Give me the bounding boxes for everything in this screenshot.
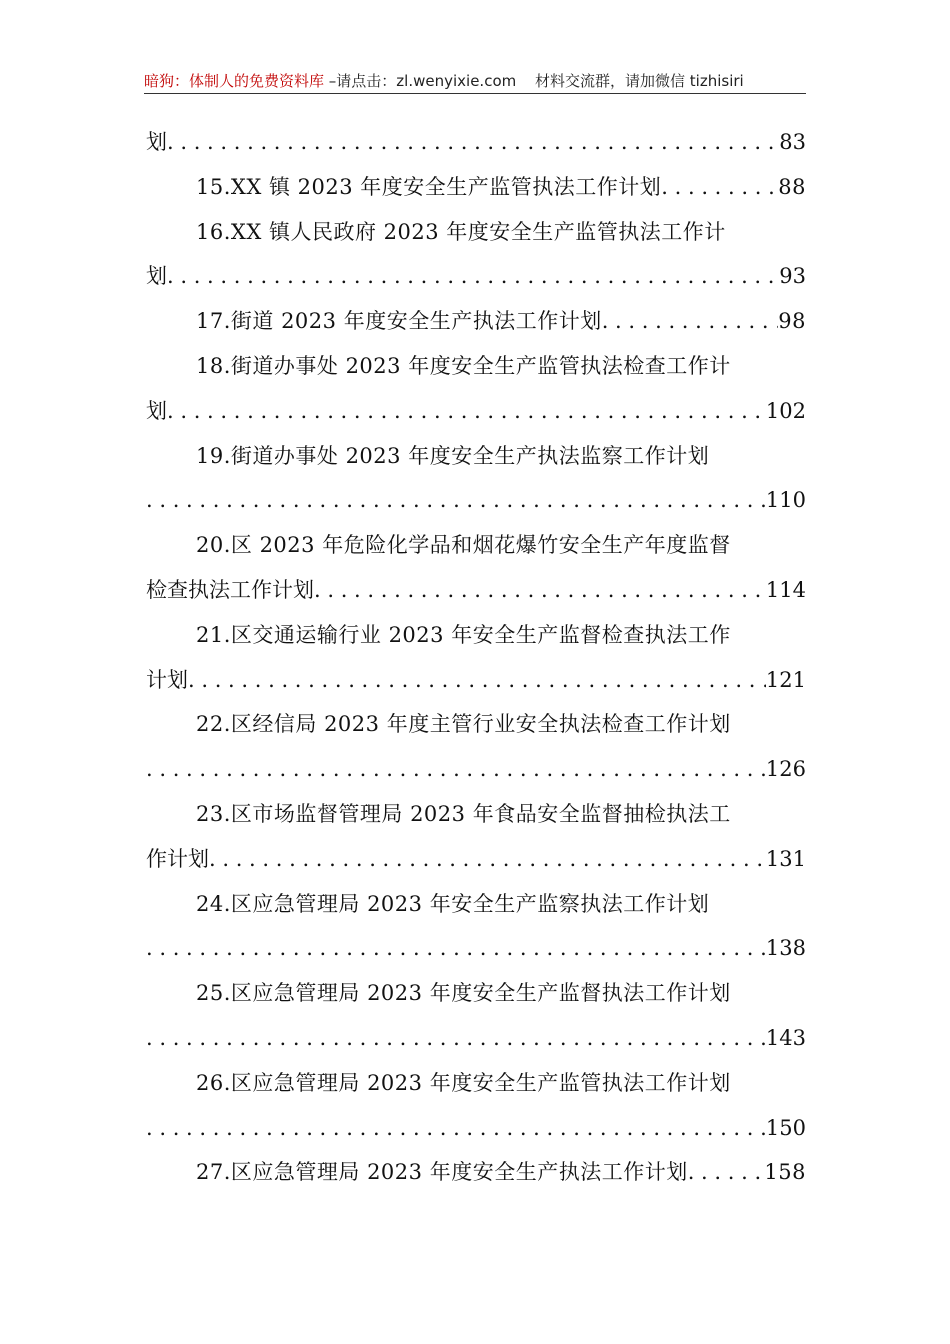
toc-entry-continuation: 计划: [146, 667, 188, 692]
toc-entry-title: 19.街道办事处 2023 年度安全生产执法监察工作计划: [196, 443, 710, 468]
dot-leader: [188, 658, 766, 703]
toc-page-number: 158: [764, 1160, 806, 1185]
header-brand: 暗狗：体制人的免费资料库: [144, 72, 325, 90]
toc-entry-title: 25.区应急管理局 2023 年度安全生产监督执法工作计划: [196, 981, 731, 1006]
toc-entry-title: 26.区应急管理局 2023 年度安全生产监管执法工作计划: [196, 1070, 731, 1095]
toc-entry-title: 16.XX 镇人民政府 2023 年度安全生产监管执法工作计: [196, 219, 726, 244]
dot-leader: [167, 120, 779, 165]
toc-page-number: 126: [765, 757, 806, 782]
toc-entry-title: 21.区交通运输行业 2023 年安全生产监督检查执法工作: [196, 622, 731, 647]
toc-entry-title: 20.区 2023 年危险化学品和烟花爆竹安全生产年度监督: [196, 533, 731, 558]
toc-page-number: 150: [765, 1115, 806, 1140]
toc-entry[interactable]: [146, 792, 806, 882]
toc-entry[interactable]: [146, 165, 806, 210]
dot-leader: [688, 1150, 765, 1195]
toc-page-number: 131: [765, 846, 806, 871]
dot-leader: [209, 837, 766, 882]
toc-entry-continuation: 作计划: [146, 846, 209, 871]
toc-page-number: 138: [765, 936, 806, 961]
table-of-contents: [146, 120, 806, 1195]
toc-entry[interactable]: [146, 971, 806, 1061]
toc-entry[interactable]: [146, 702, 806, 792]
toc-entry[interactable]: [146, 210, 806, 300]
dot-leader: [314, 568, 766, 613]
toc-page-number: 83: [779, 130, 806, 154]
toc-entry-continuation: 划: [146, 264, 167, 289]
toc-entry[interactable]: [146, 1150, 806, 1195]
dot-leader: [602, 299, 779, 344]
page-header: [144, 68, 806, 94]
toc-entry[interactable]: [146, 613, 806, 703]
header-contact: 材料交流群，请加微信 tizhisiri: [535, 72, 744, 90]
dot-leader: [146, 478, 766, 523]
header-divider: [144, 93, 806, 94]
toc-entry[interactable]: [146, 299, 806, 344]
dot-leader: [146, 1016, 766, 1061]
toc-entry-continuation: 检查执法工作计划: [146, 577, 314, 602]
toc-entry-title: 24.区应急管理局 2023 年安全生产监察执法工作计划: [196, 891, 710, 916]
toc-entry-title: 15.XX 镇 2023 年度安全生产监管执法工作计划: [196, 174, 662, 199]
toc-entry[interactable]: [146, 120, 806, 165]
toc-entry[interactable]: [146, 882, 806, 972]
toc-page-number: 143: [765, 1025, 806, 1050]
toc-page-number: 121: [765, 667, 806, 692]
toc-page-number: 88: [778, 174, 806, 199]
toc-entry-title: 18.街道办事处 2023 年度安全生产监管执法检查工作计: [196, 353, 731, 378]
toc-entry[interactable]: [146, 523, 806, 613]
toc-entry[interactable]: [146, 434, 806, 524]
toc-entry-title: 17.街道 2023 年度安全生产执法工作计划: [196, 309, 602, 334]
dot-leader: [146, 1106, 766, 1151]
toc-entry-title: 23.区市场监督管理局 2023 年食品安全监督抽检执法工: [196, 801, 731, 826]
toc-page-number: 98: [778, 309, 806, 334]
toc-entry[interactable]: [146, 344, 806, 434]
dot-leader: [167, 389, 766, 434]
toc-entry[interactable]: [146, 1061, 806, 1151]
dot-leader: [661, 165, 778, 210]
toc-entry-continuation: 划: [146, 130, 167, 154]
header-link[interactable]: –请点击：zl.wenyixie.com: [328, 72, 517, 90]
dot-leader: [146, 926, 766, 971]
dot-leader: [146, 747, 766, 792]
toc-entry-title: 22.区经信局 2023 年度主管行业安全执法检查工作计划: [196, 712, 731, 737]
toc-entry-continuation: 划: [146, 398, 167, 423]
toc-page-number: 114: [765, 577, 806, 602]
toc-page-number: 110: [765, 488, 806, 513]
toc-page-number: 102: [765, 398, 806, 423]
toc-page-number: 93: [779, 264, 806, 289]
toc-entry-title: 27.区应急管理局 2023 年度安全生产执法工作计划: [196, 1160, 688, 1185]
dot-leader: [167, 254, 779, 299]
